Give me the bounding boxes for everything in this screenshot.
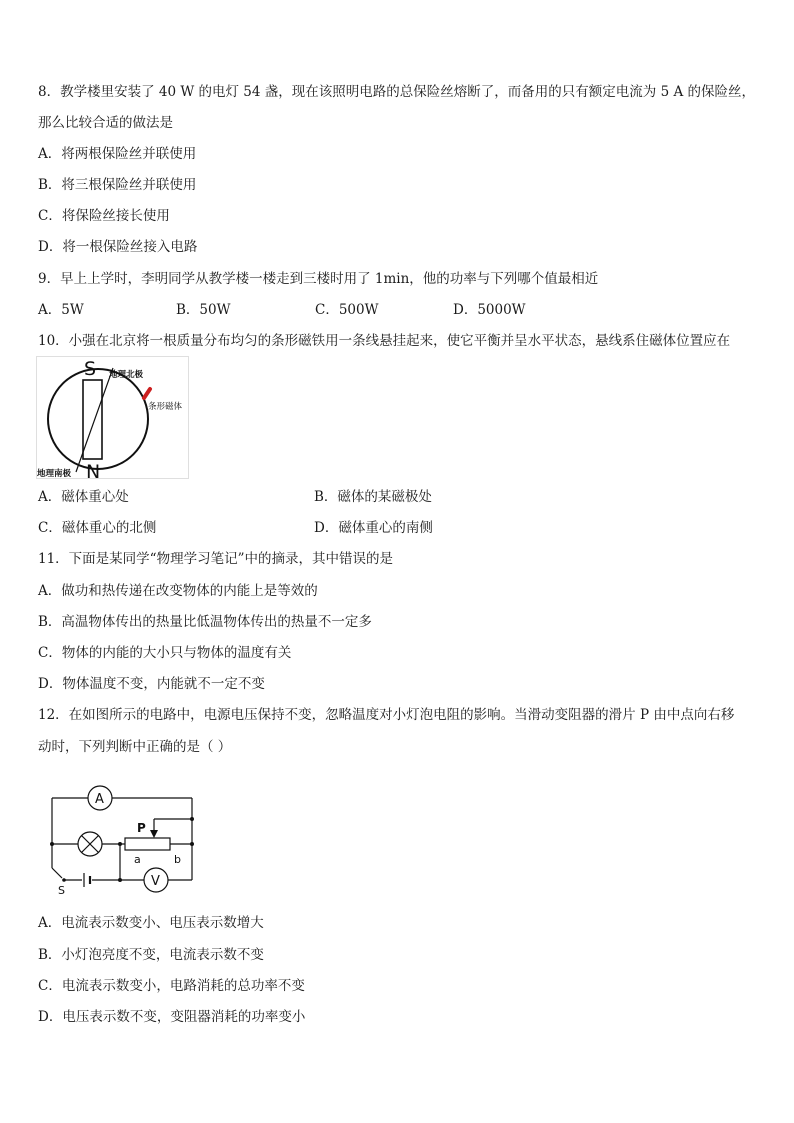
q8-option-c: C．将保险丝接长使用 [38, 208, 170, 224]
q10-option-b: B．磁体的某磁极处 [314, 489, 432, 505]
junction-dot [190, 817, 194, 821]
q9-option-a: A．5W [38, 302, 84, 318]
junction-dot [118, 878, 122, 882]
magnet-label: 条形磁体 [148, 402, 183, 412]
q10-option-d: D．磁体重心的南侧 [314, 520, 433, 536]
magnet-marker-icon [144, 389, 150, 398]
q8-stem-line-1: 8．教学楼里安装了 40 W 的电灯 54 盏，现在该照明电路的总保险丝熔断了，而备用的只有额定电流为 5 A 的保险丝， [38, 84, 755, 100]
q11-option-c: C．物体的内能的大小只与物体的温度有关 [38, 645, 292, 661]
slider-p-label: P [137, 821, 146, 835]
q11-option-a: A．做功和热传递在改变物体的内能上是等效的 [38, 583, 318, 599]
lamp-icon [78, 832, 102, 856]
q12-option-d: D．电压表示数不变，变阻器消耗的功率变小 [38, 1009, 306, 1025]
q10-options-row-1 [38, 488, 738, 506]
q12-stem-line-2: 动时，下列判断中正确的是（ ） [38, 739, 232, 755]
ammeter-label: A [95, 792, 104, 807]
q11-option-d: D．物体温度不变，内能就不一定不变 [38, 676, 265, 692]
rheostat-icon [125, 838, 170, 850]
q9-option-c: C．500W [315, 302, 379, 318]
magnet-n-label: N [86, 461, 101, 480]
q12-circuit-figure [44, 784, 204, 896]
magnet-s-label: S [84, 358, 97, 380]
geo-south-label: 地理南极 [37, 469, 72, 479]
q10-option-c: C．磁体重心的北侧 [38, 520, 157, 536]
q8-option-a: A．将两根保险丝并联使用 [38, 146, 197, 162]
switch-label: S [58, 884, 65, 896]
q11-option-b: B．高温物体传出的热量比低温物体传出的热量不一定多 [38, 614, 372, 630]
q11-stem: 11．下面是某同学“物理学习笔记”中的摘录，其中错误的是 [38, 551, 393, 567]
q9-options [38, 301, 738, 319]
geo-north-label: 地理北极 [109, 370, 144, 380]
q9-option-d: D．5000W [453, 302, 526, 318]
q8-stem-line-2: 那么比较合适的做法是 [38, 115, 173, 131]
q9-option-b: B．50W [176, 302, 231, 318]
q10-options-row-2 [38, 519, 738, 537]
q10-stem: 10．小强在北京将一根质量分布均匀的条形磁铁用一条线悬挂起来，使它平衡并呈水平状态，悬线系住磁体位置应在 [38, 333, 731, 349]
junction-dot [50, 842, 54, 846]
slider-arrow-icon [150, 819, 158, 838]
end-a-label: a [134, 853, 141, 866]
battery-icon [84, 873, 90, 887]
voltmeter-label: V [151, 874, 160, 889]
q12-option-b: B．小灯泡亮度不变，电流表示数不变 [38, 947, 264, 963]
q8-option-d: D．将一根保险丝接入电路 [38, 239, 198, 255]
q10-magnet-figure [36, 356, 190, 480]
q9-stem: 9．早上上学时，李明同学从教学楼一楼走到三楼时用了 1min，他的功率与下列哪个值最相近 [38, 271, 599, 287]
q8-option-b: B．将三根保险丝并联使用 [38, 177, 197, 193]
q10-option-a: A．磁体重心处 [38, 489, 129, 505]
junction-dot [190, 842, 194, 846]
q12-stem-line-1: 12．在如图所示的电路中，电源电压保持不变，忽略温度对小灯泡电阻的影响。当滑动变阻器的滑片 P 由中点向右移 [38, 707, 735, 723]
end-b-label: b [174, 853, 181, 866]
bar-magnet-icon [83, 380, 102, 459]
junction-dot [118, 842, 122, 846]
switch-icon [52, 868, 66, 882]
q12-option-c: C．电流表示数变小，电路消耗的总功率不变 [38, 978, 305, 994]
q12-option-a: A．电流表示数变小、电压表示数增大 [38, 915, 264, 931]
